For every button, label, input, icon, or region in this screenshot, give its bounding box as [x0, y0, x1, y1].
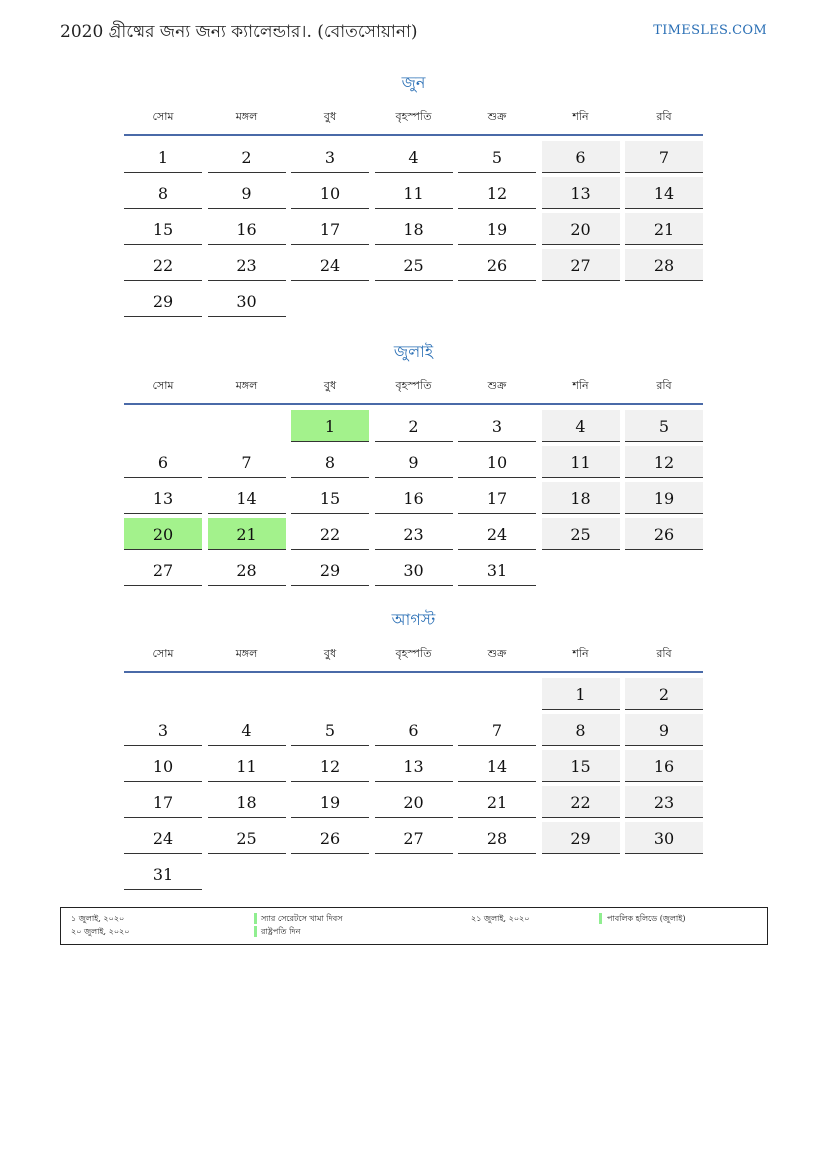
day-cell: 23 [375, 518, 453, 550]
day-cell: 5 [291, 714, 369, 746]
weekday-label: মঙ্গল [235, 379, 258, 392]
day-cell-holiday: 20 [124, 518, 202, 550]
day-cell: 6 [124, 446, 202, 478]
weekday-label: রবি [656, 647, 672, 660]
empty-cell [291, 678, 369, 710]
day-cell: 19 [291, 786, 369, 818]
day-cell: 9 [625, 714, 703, 746]
day-cell: 2 [375, 410, 453, 442]
legend-marker [254, 926, 257, 937]
day-cell: 8 [124, 177, 202, 209]
day-cell: 3 [458, 410, 536, 442]
day-cell: 17 [291, 213, 369, 245]
day-cell: 11 [375, 177, 453, 209]
month-name: জুন [401, 73, 426, 92]
weekday-label: সোম [152, 110, 174, 123]
weekday-label: মঙ্গল [235, 647, 258, 660]
day-cell: 19 [625, 482, 703, 514]
holiday-legend [60, 907, 768, 945]
header-divider [124, 134, 703, 136]
day-grid [124, 141, 703, 317]
weekday-label: শনি [572, 379, 589, 392]
day-cell: 5 [625, 410, 703, 442]
legend-date: ২০ জুলাই, ২০২০ [71, 927, 130, 936]
day-cell: 23 [208, 249, 286, 281]
weekday-label: বুধ [323, 647, 337, 660]
month-name: আগস্ট [391, 610, 436, 629]
day-cell: 3 [124, 714, 202, 746]
day-cell-holiday: 21 [208, 518, 286, 550]
day-cell: 14 [625, 177, 703, 209]
day-cell: 26 [291, 822, 369, 854]
day-cell: 20 [375, 786, 453, 818]
day-cell: 21 [625, 213, 703, 245]
day-cell: 29 [124, 285, 202, 317]
day-cell: 9 [208, 177, 286, 209]
day-cell: 12 [625, 446, 703, 478]
day-cell: 25 [375, 249, 453, 281]
legend-holiday-name: রাষ্ট্রপতি দিন [261, 927, 301, 936]
day-cell: 13 [375, 750, 453, 782]
day-cell: 13 [542, 177, 620, 209]
day-cell: 9 [375, 446, 453, 478]
weekday-label: বৃহস্পতি [395, 379, 432, 392]
day-cell: 6 [375, 714, 453, 746]
day-cell: 24 [291, 249, 369, 281]
day-cell: 30 [625, 822, 703, 854]
weekday-label: শনি [572, 110, 589, 123]
day-cell: 27 [375, 822, 453, 854]
day-cell: 8 [542, 714, 620, 746]
empty-cell [375, 678, 453, 710]
weekday-label: শনি [572, 647, 589, 660]
day-cell: 2 [208, 141, 286, 173]
day-cell: 1 [124, 141, 202, 173]
legend-date: ১ জুলাই, ২০২০ [71, 914, 125, 923]
day-cell: 31 [458, 554, 536, 586]
day-cell: 30 [375, 554, 453, 586]
day-cell: 4 [208, 714, 286, 746]
day-grid [124, 410, 703, 586]
weekday-label: সোম [152, 647, 174, 660]
month-august [124, 609, 703, 890]
day-cell: 27 [124, 554, 202, 586]
day-cell: 22 [291, 518, 369, 550]
weekday-label: রবি [656, 110, 672, 123]
day-cell: 7 [208, 446, 286, 478]
day-cell: 24 [458, 518, 536, 550]
day-cell: 2 [625, 678, 703, 710]
header-divider [124, 671, 703, 673]
day-cell: 11 [542, 446, 620, 478]
month-name: জুলাই [393, 342, 434, 361]
day-cell: 15 [124, 213, 202, 245]
legend-marker [599, 913, 602, 924]
day-cell: 24 [124, 822, 202, 854]
weekday-label: বুধ [323, 379, 337, 392]
day-cell: 14 [458, 750, 536, 782]
legend-holiday-name: পাবলিক হলিডে (জুলাই) [607, 914, 686, 923]
weekday-label: শুক্র [487, 379, 507, 392]
day-cell: 10 [291, 177, 369, 209]
day-cell: 18 [542, 482, 620, 514]
weekday-header [124, 105, 703, 129]
day-cell: 18 [208, 786, 286, 818]
day-cell: 17 [458, 482, 536, 514]
month-june [124, 72, 703, 317]
day-cell: 28 [458, 822, 536, 854]
day-cell: 17 [124, 786, 202, 818]
day-cell: 13 [124, 482, 202, 514]
day-cell: 7 [625, 141, 703, 173]
weekday-label: বুধ [323, 110, 337, 123]
day-cell: 12 [291, 750, 369, 782]
legend-holiday-name: স্যার সেরেটসে খামা দিবস [261, 914, 343, 923]
weekday-label: মঙ্গল [235, 110, 258, 123]
empty-cell [208, 410, 286, 442]
site-link[interactable]: TIMESLES.COM [653, 23, 767, 38]
day-cell: 30 [208, 285, 286, 317]
empty-cell [458, 678, 536, 710]
day-cell: 1 [542, 678, 620, 710]
day-cell: 15 [542, 750, 620, 782]
day-cell: 21 [458, 786, 536, 818]
empty-cell [124, 678, 202, 710]
day-cell: 11 [208, 750, 286, 782]
header-divider [124, 403, 703, 405]
legend-marker [254, 913, 257, 924]
day-cell: 4 [375, 141, 453, 173]
weekday-label: সোম [152, 379, 174, 392]
empty-cell [124, 410, 202, 442]
day-cell: 22 [124, 249, 202, 281]
day-cell: 16 [625, 750, 703, 782]
day-cell: 7 [458, 714, 536, 746]
day-cell: 29 [542, 822, 620, 854]
day-cell: 15 [291, 482, 369, 514]
day-cell: 10 [458, 446, 536, 478]
weekday-label: রবি [656, 379, 672, 392]
weekday-label: শুক্র [487, 110, 507, 123]
day-cell: 16 [208, 213, 286, 245]
day-cell: 31 [124, 858, 202, 890]
day-cell: 22 [542, 786, 620, 818]
page-title: 2020 গ্রীষ্মের জন্য জন্য ক্যালেন্ডার।. (বোতসোয়ানা) [60, 22, 418, 42]
weekday-label: বৃহস্পতি [395, 647, 432, 660]
day-cell: 3 [291, 141, 369, 173]
day-cell: 28 [208, 554, 286, 586]
weekday-label: বৃহস্পতি [395, 110, 432, 123]
day-cell: 27 [542, 249, 620, 281]
day-cell: 29 [291, 554, 369, 586]
day-cell: 5 [458, 141, 536, 173]
legend-date: ২১ জুলাই, ২০২০ [471, 914, 530, 923]
month-july [124, 341, 703, 586]
weekday-header [124, 374, 703, 398]
day-cell: 6 [542, 141, 620, 173]
empty-cell [208, 678, 286, 710]
day-cell: 23 [625, 786, 703, 818]
day-cell: 26 [458, 249, 536, 281]
day-grid [124, 678, 703, 890]
day-cell: 25 [208, 822, 286, 854]
day-cell: 12 [458, 177, 536, 209]
day-cell: 16 [375, 482, 453, 514]
day-cell-holiday: 1 [291, 410, 369, 442]
day-cell: 19 [458, 213, 536, 245]
weekday-label: শুক্র [487, 647, 507, 660]
day-cell: 25 [542, 518, 620, 550]
day-cell: 10 [124, 750, 202, 782]
day-cell: 8 [291, 446, 369, 478]
day-cell: 28 [625, 249, 703, 281]
day-cell: 26 [625, 518, 703, 550]
day-cell: 14 [208, 482, 286, 514]
day-cell: 18 [375, 213, 453, 245]
day-cell: 4 [542, 410, 620, 442]
day-cell: 20 [542, 213, 620, 245]
weekday-header [124, 642, 703, 666]
